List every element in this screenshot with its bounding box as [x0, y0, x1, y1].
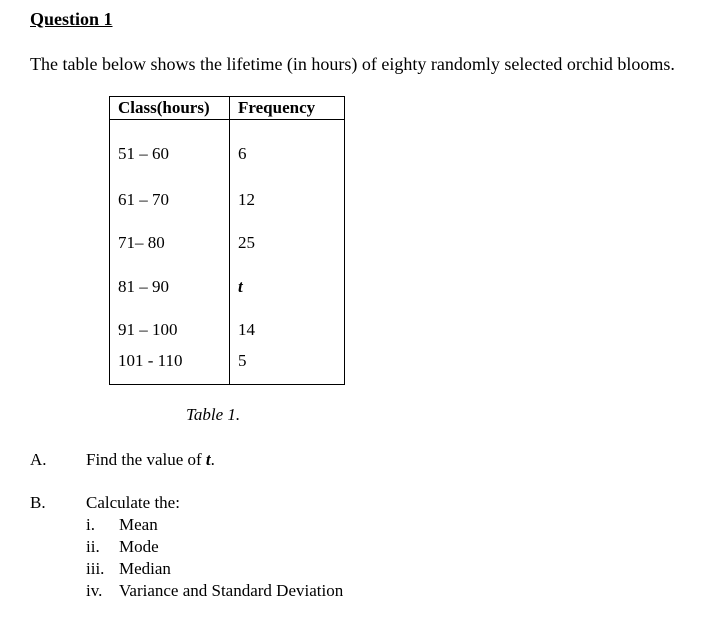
- list-item-text: Mode: [119, 537, 159, 556]
- list-item-number: iv.: [86, 581, 103, 600]
- list-item: [86, 514, 343, 536]
- table-row: [110, 264, 345, 308]
- table-header-row: [110, 97, 345, 120]
- header-frequency: Frequency: [230, 97, 345, 120]
- frequency-table: [109, 96, 345, 385]
- intro-text: The table below shows the lifetime (in hours) of eighty randomly selected orchid blooms.: [30, 54, 675, 74]
- list-item: [86, 580, 343, 602]
- table-caption: Table 1.: [186, 405, 241, 424]
- part-b-list: [86, 514, 343, 602]
- part-a-variable: t: [205, 450, 211, 469]
- list-item: [86, 558, 343, 580]
- class-cell: 51 – 60: [110, 120, 230, 177]
- list-item-text: Mean: [119, 515, 158, 534]
- table-row: [110, 220, 345, 264]
- list-item-number: i.: [86, 515, 95, 534]
- list-item-text: Median: [119, 559, 171, 578]
- table-row: [110, 120, 345, 177]
- table-row: [110, 177, 345, 221]
- table-row: [110, 307, 345, 351]
- class-cell: 91 – 100: [110, 307, 230, 351]
- frequency-cell: 5: [230, 351, 345, 385]
- frequency-cell: 6: [230, 120, 345, 177]
- class-cell: 61 – 70: [110, 177, 230, 221]
- frequency-cell: 12: [230, 177, 345, 221]
- class-cell: 81 – 90: [110, 264, 230, 308]
- part-b-text: Calculate the:: [86, 493, 180, 512]
- class-cell: 71– 80: [110, 220, 230, 264]
- question-heading: Question 1: [30, 9, 113, 29]
- part-a-prompt: Find the value of: [86, 450, 206, 469]
- frequency-cell: 25: [230, 220, 345, 264]
- part-a-suffix: .: [210, 450, 215, 469]
- part-a-text: [86, 450, 215, 470]
- part-b-label: B.: [30, 493, 46, 512]
- list-item: [86, 536, 343, 558]
- list-item-number: iii.: [86, 559, 105, 578]
- list-item-text: Variance and Standard Deviation: [119, 581, 344, 600]
- class-cell: 101 - 110: [110, 351, 230, 385]
- frequency-cell-unknown: t: [230, 264, 345, 308]
- part-a-label: A.: [30, 450, 47, 469]
- header-class: Class(hours): [110, 97, 230, 120]
- frequency-cell: 14: [230, 307, 345, 351]
- table-row: [110, 351, 345, 385]
- list-item-number: ii.: [86, 537, 100, 556]
